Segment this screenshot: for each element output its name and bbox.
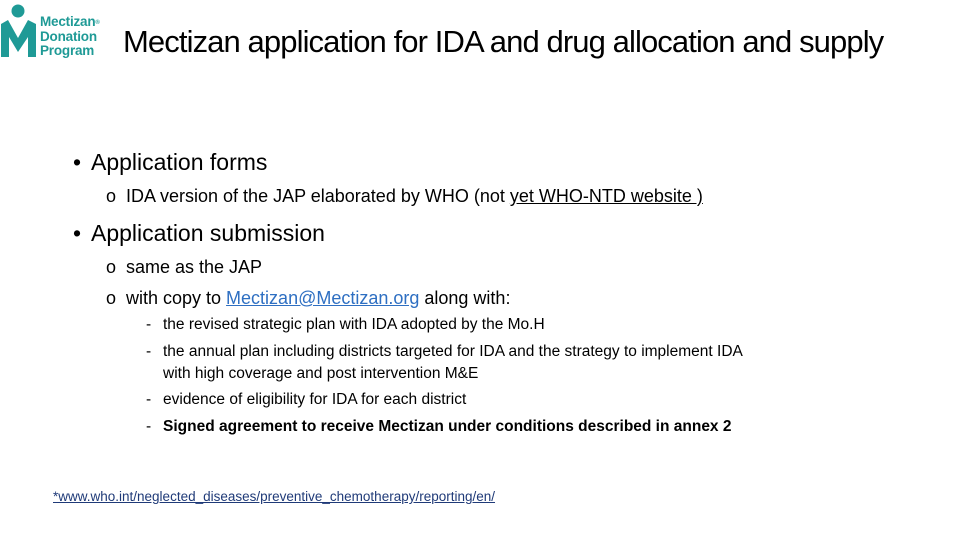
subitem-copy-to <box>106 286 510 310</box>
mectizan-logo <box>0 2 125 62</box>
logo-line-1: Mectizan <box>40 14 96 29</box>
list-item-text: the revised strategic plan with IDA adopted by the Mo.H <box>163 316 545 333</box>
list-item-text: Signed agreement to receive Mectizan under conditions described in annex 2 <box>163 418 732 435</box>
bullet-application-submission <box>73 219 325 247</box>
bullet-marker: • <box>73 220 82 246</box>
list-item-text: evidence of eligibility for IDA for each district <box>163 391 467 408</box>
subitem-text: with copy to <box>126 288 227 308</box>
mectizan-m-logo-icon <box>0 2 40 58</box>
bullet-marker: • <box>73 149 82 175</box>
sub-bullet-marker: o <box>106 257 117 277</box>
bullet-heading: Application forms <box>91 149 268 175</box>
who-reporting-link[interactable]: *www.who.int/neglected_diseases/preventive_chemotherapy/reporting/en/ <box>53 489 496 504</box>
bullet-application-forms <box>73 148 267 176</box>
logo-line-2: Donation <box>40 28 97 44</box>
sub-bullet-marker: o <box>106 288 117 308</box>
logo-wordmark <box>40 15 100 59</box>
subitem-text-after: along with: <box>419 288 511 308</box>
dash-marker: - <box>146 316 152 333</box>
list-item-text: the annual plan including districts targeted for IDA and the strategy to implement IDA <box>163 343 743 360</box>
logo-line-3: Program <box>40 43 95 58</box>
bullet-heading: Application submission <box>91 220 325 246</box>
list-item-text-continued: with high coverage and post intervention M&E <box>163 365 479 382</box>
subitem-text: IDA version of the JAP elaborated by WHO (not <box>126 186 510 206</box>
registered-mark: ® <box>95 20 100 26</box>
sub-bullet-marker: o <box>106 186 117 206</box>
subitem-text: same as the JAP <box>126 257 263 277</box>
slide-title: Mectizan application for IDA and drug allocation and supply <box>123 24 884 59</box>
subitem-ida-version <box>106 184 703 208</box>
dash-marker: - <box>146 391 152 408</box>
dash-marker: - <box>146 418 152 435</box>
mectizan-email-link[interactable]: Mectizan@Mectizan.org <box>226 288 420 308</box>
who-ntd-website-link[interactable]: yet WHO-NTD website ) <box>509 186 703 206</box>
dash-marker: - <box>146 343 152 360</box>
subitem-same-as-jap <box>106 255 262 279</box>
